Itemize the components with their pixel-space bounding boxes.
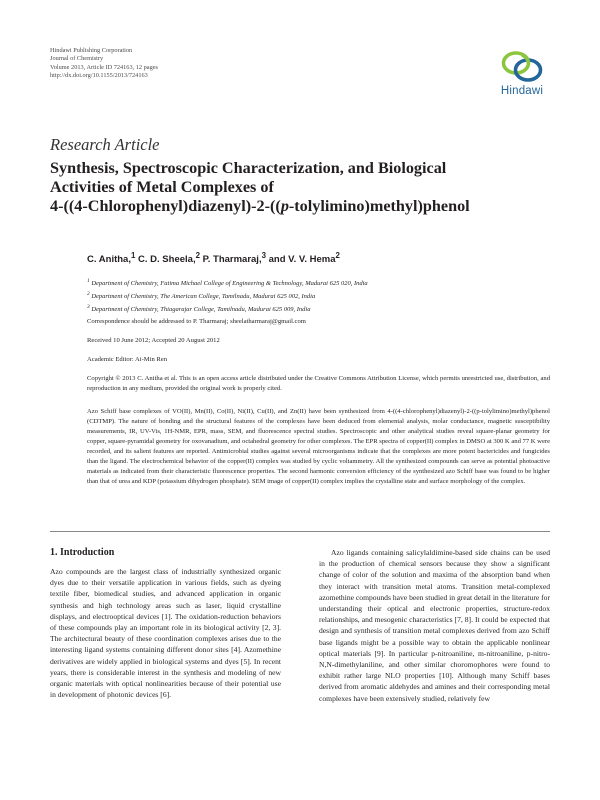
correspondence: Correspondence should be addressed to P. Tharmaraj; sheelatharmaraj@gmail.com xyxy=(87,318,306,325)
journal-name: Journal of Chemistry xyxy=(50,55,104,63)
article-title xyxy=(50,159,570,217)
title-line-3-b: -tolylimino)methyl)phenol xyxy=(288,197,470,216)
section-heading: 1. Introduction xyxy=(50,547,115,558)
body-column-left xyxy=(50,547,281,700)
abstract-text: Azo Schiff base complexes of VO(II), Mn(II), Co(II), Ni(II), Cu(II), and Zn(II) have been synthesized from 4-((4-chlorophenyl)diazenyl)-2-((p-tolylimino)methyl)phenol (CDTMP). The nature of bonding and the structural features of the complexes have been deduced from elemental analysis, molar conductance, magnetic susceptibility measurements, IR, UV-Vis, 1H-NMR, EPR, mass, SEM, and fluorescence spectral studies. Spectroscopic and other analytical studies reveal square-planar geometry for copper, square-pyramidal geometry for oxovanadium, and octahedral geometry for other complexes. The EPR spectra of copper(II) complex in DMSO at 300 K and 77 K were recorded, and its salient features are reported. Antimicrobial studies against several microorganisms indicate that the complexes are more potent bactericides and fungicides than the ligand. The electrochemical behavior of the copper(II) complex was studied by cyclic voltammetry. All the synthesized compounds can serve as potential photoactive materials as indicated from their characteristic fluorescence properties. The second harmonic conversion efficiency of the synthesized azo Schiff base was found to be higher than that of urea and KDP (potassium dihydrogen phosphate). SEM image of copper(II) complex implies the crystalline state and surface morphology of the complex. xyxy=(87,408,550,485)
affiliation-num: 2 xyxy=(87,291,90,298)
title-line-3 xyxy=(50,197,570,216)
author-list xyxy=(87,251,340,265)
hindawi-logo-text: Hindawi xyxy=(500,85,544,97)
doi-link[interactable]: http://dx.doi.org/10.1155/2013/724163 xyxy=(50,72,148,80)
author-affil-sup: 2 xyxy=(335,251,340,260)
copyright-notice: Copyright © 2013 C. Anitha et al. This is an open access article distributed under the Creative Commons Attribution License, which permits unrestricted use, distribution, and reproduction in any medium, provided the original work is properly cited. xyxy=(87,375,550,392)
affiliation-text: Department of Chemistry, Fatima Michael College of Engineering & Technology, Madurai 625 020, India xyxy=(89,280,368,288)
affiliation-item xyxy=(87,289,368,302)
author-name[interactable]: C. D. Sheela, xyxy=(135,254,196,266)
section-divider xyxy=(50,531,550,532)
author-affil-sup: 2 xyxy=(195,251,200,260)
publisher-name: Hindawi Publishing Corporation xyxy=(50,47,133,54)
intro-paragraph-2: Azo ligands containing salicylaldimine-based side chains can be used in the production of chemical sensors because they show a significant change of color of the solution and maxima of the absorption band when they interact with transition metal atoms. Transition metal-complexed azomethine compounds have been studied in great detail in the literature for understanding their optical and electronic properties, structure-redox relationships, and mesogenic characteristics [7, 8]. It could be expected that design and synthesis of transition metal complexes derived from azo Schiff base ligands might be a possible way to obtain the applicable nonlinear optical materials [9]. In particular p-nitroaniline, m-nitroaniline, p-nitro-N,N-dimethylaniline, and other similar choromophores were found to exhibit rather large NLO properties [10]. Although many Schiff bases derived from aromatic aldehydes and amines and their corresponding metal complexes have been extensively studied, relatively few xyxy=(319,548,550,703)
affiliation-num: 1 xyxy=(87,278,90,284)
affiliation-item xyxy=(87,302,368,315)
author-name[interactable]: C. Anitha, xyxy=(87,254,131,266)
article-type: Research Article xyxy=(50,135,160,154)
affiliation-text: Department of Chemistry, The American College, Tamilnadu, Madurai 625 002, India xyxy=(89,293,316,301)
body-column-right xyxy=(319,547,550,704)
journal-header xyxy=(50,47,158,81)
affiliation-text: Department of Chemistry, Thiagarajar College, Tamilnadu, Madurai 625 009, India xyxy=(89,306,311,314)
hindawi-logo xyxy=(492,50,552,106)
author-name[interactable]: P. Tharmaraj, xyxy=(199,254,262,266)
author-affil-sup: 3 xyxy=(261,251,266,260)
received-dates: Received 10 June 2012; Accepted 20 August 2012 xyxy=(87,337,220,344)
title-line-1: Synthesis, Spectroscopic Characterization, and Biological xyxy=(50,159,447,177)
hindawi-logo-icon xyxy=(500,50,544,84)
title-line-3-a: 4-((4-Chlorophenyl)diazenyl)-2-(( xyxy=(50,197,281,216)
intro-paragraph-1: Azo compounds are the largest class of industrially synthesized organic dyes due to their versatile application in various fields, such as dyeing textile fiber, biomedical studies, and advanced application in organic synthesis and high technology areas such as laser, liquid crystalline displays, and electrooptical devices [1]. The oxidation-reduction behaviors of these compounds play an important role in its biological activity [2, 3]. The architectural beauty of these coordination complexes arises due to the interesting ligand systems containing different donor sites [4]. Azomethine derivatives are widely applied in biological systems and dyes [5]. In recent years, there is considerable interest in the synthesis and modeling of new organic materials with optical nonlinearities because of their potential use in development of photonic devices [6]. xyxy=(50,567,281,700)
author-name[interactable]: and V. V. Hema xyxy=(266,254,336,266)
volume-info: Volume 2013, Article ID 724163, 12 pages xyxy=(50,63,158,71)
affiliation-list xyxy=(87,276,368,315)
author-affil-sup: 1 xyxy=(130,251,136,260)
title-line-3-italic: p xyxy=(280,197,289,216)
academic-editor: Academic Editor: Ai-Min Ren xyxy=(87,356,168,363)
affiliation-item xyxy=(87,276,368,289)
title-line-2: Activities of Metal Complexes of xyxy=(50,178,274,197)
affiliation-num: 3 xyxy=(87,304,90,311)
